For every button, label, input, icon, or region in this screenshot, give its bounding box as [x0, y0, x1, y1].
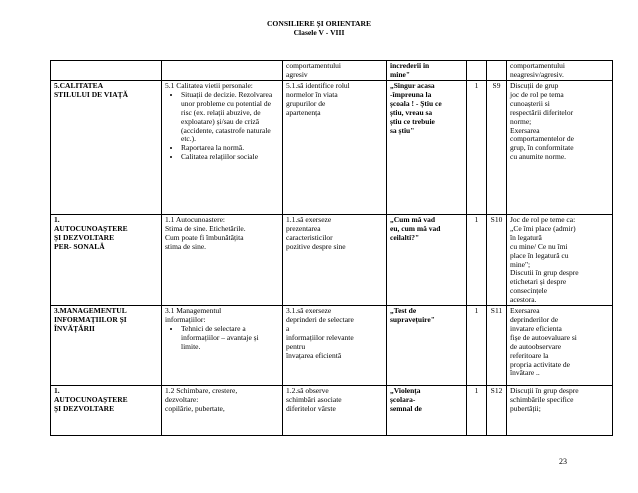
- cell-line: caracteristicilor: [286, 232, 333, 242]
- bullet-list: [165, 325, 279, 352]
- cell-line: fișe de autoevaluare si: [510, 332, 577, 342]
- methods-cell: [507, 386, 613, 436]
- table-row: [51, 306, 613, 386]
- cell-line: respectării diferitelor: [510, 107, 574, 117]
- cell-line: etichetari și despre: [510, 277, 567, 287]
- cell-line: deprinderilor de: [510, 314, 559, 324]
- cell-line: 3.1.să exerseze: [286, 306, 332, 316]
- cell-line: 5.1 Calitatea vietii personale:: [165, 81, 253, 90]
- module-cell: [51, 306, 162, 386]
- table-row: [51, 386, 613, 436]
- cell-line: copilărie, pubertate,: [165, 403, 225, 413]
- cell-line: -împreuna la: [390, 89, 432, 99]
- methods-cell: [507, 61, 613, 81]
- content-cell: [162, 61, 283, 81]
- cell-line: normelor în viata: [286, 89, 338, 99]
- bullet-item: • Calitatea relațiilor sociale: [181, 153, 279, 162]
- hours-cell: 1: [467, 306, 487, 386]
- cell-line: STILULUI DE VIAȚĂ: [54, 89, 129, 99]
- cell-line: pozitive despre sine: [286, 241, 346, 251]
- cell-line: „Singur acasa: [390, 81, 435, 90]
- table-row: [51, 61, 613, 81]
- cell-line: apartenența: [286, 107, 321, 117]
- week-cell: S12: [487, 386, 507, 436]
- module-cell: [51, 215, 162, 306]
- bullet-item: • Situații de decizie. Rezolvarea unor probleme cu potential de risc (ex. relații abuzive, de exploatare) și/sau de criză (accidente, catastrofe naturale etc.).: [181, 91, 279, 144]
- cell-line: învațarea eficientă: [286, 350, 342, 360]
- curriculum-table: [50, 60, 613, 436]
- cell-line: a: [286, 323, 290, 333]
- module-cell: [51, 386, 162, 436]
- cell-line: schimbările specifice: [510, 394, 574, 404]
- week-cell: S10: [487, 215, 507, 306]
- cell-line: grupurilor de: [286, 98, 326, 108]
- hours-cell: 1: [467, 386, 487, 436]
- bullet-item: • Raportarea la normă.: [181, 144, 279, 153]
- cell-line: referitoare la: [510, 350, 549, 360]
- cell-line: „Violența: [390, 386, 421, 396]
- cell-line: agresiv: [286, 69, 308, 79]
- methods-cell: [507, 215, 613, 306]
- cell-line: joc de rol pe tema: [510, 89, 564, 99]
- cell-line: Exersarea: [510, 306, 540, 316]
- week-cell: S9: [487, 81, 507, 215]
- objective-cell: [283, 81, 387, 215]
- cell-line: informațiilor:: [165, 314, 206, 324]
- objective-cell: [283, 215, 387, 306]
- cell-line: pentru: [286, 341, 306, 351]
- page-number: 23: [559, 457, 567, 466]
- cell-line: neagresiv/agresiv.: [510, 69, 564, 79]
- table-row: [51, 215, 613, 306]
- cell-line: consecințele: [510, 286, 548, 296]
- cell-line: propria activitate de: [510, 359, 570, 369]
- cell-line: comportamentului: [510, 61, 565, 70]
- week-cell: [487, 61, 507, 81]
- hours-cell: [467, 61, 487, 81]
- cell-line: comportamentului: [286, 61, 341, 70]
- bullet-item: • Tehnici de selectare a informațiilor – avantaje și limite.: [181, 325, 279, 352]
- cell-line: norme;: [510, 116, 532, 126]
- cell-line: schimbări asociate: [286, 394, 342, 404]
- cell-line: „Test de: [390, 306, 417, 316]
- cell-line: 3.MANAGEMENTUL: [54, 306, 127, 316]
- cell-line: cu mine/ Ce nu îmi: [510, 241, 568, 251]
- cell-line: ȘI DEZVOLTARE: [54, 403, 115, 413]
- cell-line: deprinderi de selectare: [286, 314, 354, 324]
- table-body: [51, 61, 613, 436]
- cell-line: 5.1.să identifice rolul: [286, 81, 350, 90]
- cell-line: semnal de: [390, 403, 422, 413]
- cell-line: „Ce îmi place (admir): [510, 223, 576, 233]
- cell-line: diferitelor vârste: [286, 403, 336, 413]
- cell-line: Discuții în grup despre: [510, 386, 579, 396]
- cell-line: ȘI DEZVOLTARE: [54, 232, 115, 242]
- cell-line: Joc de rol pe teme ca:: [510, 215, 576, 224]
- objective-cell: [283, 386, 387, 436]
- cell-line: 1.2.să observe: [286, 386, 329, 396]
- week-cell: S11: [487, 306, 507, 386]
- objective-cell: [283, 61, 387, 81]
- activity-title-cell: [387, 61, 467, 81]
- cell-line: 5.CALITATEA: [54, 81, 104, 90]
- cell-line: știu ce trebuie: [390, 116, 435, 126]
- cell-line: eu, cum mă vad: [390, 223, 441, 233]
- cell-line: 1.1.să exerseze: [286, 215, 332, 224]
- cell-line: școala ! - Știu ce: [390, 98, 442, 108]
- cell-line: învătare ..: [510, 368, 540, 378]
- cell-line: Cum poate fi îmbunătățita: [165, 232, 244, 242]
- table-row: [51, 81, 613, 215]
- cell-line: 1.1 Autocunoastere:: [165, 215, 225, 224]
- cell-line: mine";: [510, 259, 531, 269]
- cell-line: acestora.: [510, 295, 537, 305]
- content-cell: [162, 81, 283, 215]
- cell-line: „Cum mă vad: [390, 215, 436, 224]
- objective-cell: [283, 306, 387, 386]
- cell-line: prezentarea: [286, 223, 321, 233]
- activity-title-cell: [387, 306, 467, 386]
- cell-line: informațiilor relevante: [286, 332, 354, 342]
- activity-title-cell: [387, 81, 467, 215]
- cell-line: cu anumite norme.: [510, 152, 567, 162]
- cell-line: cunoașterii si: [510, 98, 550, 108]
- cell-line: place în legatură cu: [510, 250, 569, 260]
- cell-line: 3.1 Managementul: [165, 306, 222, 316]
- cell-line: Stima de sine. Etichetările.: [165, 223, 246, 233]
- cell-line: 1.: [54, 215, 60, 224]
- cell-line: dezvoltare:: [165, 394, 199, 404]
- cell-line: PER- SONALĂ: [54, 241, 105, 251]
- cell-line: școlara-: [390, 394, 416, 404]
- cell-line: increderii in: [390, 61, 430, 70]
- cell-line: pubertății;: [510, 403, 541, 413]
- content-cell: [162, 215, 283, 306]
- cell-line: mine": [390, 69, 410, 79]
- activity-title-cell: [387, 215, 467, 306]
- cell-line: ÎNVĂȚĂRII: [54, 323, 95, 333]
- methods-cell: [507, 81, 613, 215]
- cell-line: stima de sine.: [165, 241, 207, 251]
- module-cell: [51, 81, 162, 215]
- bullet-list: [165, 91, 279, 162]
- document-title: CONSILIERE ȘI ORIENTARE: [266, 19, 372, 28]
- cell-line: Discuții de grup: [510, 81, 559, 90]
- activity-title-cell: [387, 386, 467, 436]
- cell-line: supravețuire": [390, 314, 435, 324]
- cell-line: INFORMAȚIILOR ȘI: [54, 314, 127, 324]
- cell-line: invatare eficienta: [510, 323, 562, 333]
- hours-cell: 1: [467, 81, 487, 215]
- cell-line: știu, vreau sa: [390, 107, 433, 117]
- hours-cell: 1: [467, 215, 487, 306]
- document-subtitle: Clasele V - VIII: [293, 28, 345, 37]
- cell-line: ceilalti?": [390, 232, 420, 242]
- cell-line: de autoobservare: [510, 341, 562, 351]
- cell-line: comportamentelor de: [510, 134, 574, 144]
- cell-line: grup, în conformitate: [510, 143, 574, 153]
- cell-line: în legatură: [510, 232, 542, 242]
- cell-line: Discutii în grup despre: [510, 268, 579, 278]
- cell-line: AUTOCUNOAȘTERE: [54, 394, 128, 404]
- module-cell: [51, 61, 162, 81]
- cell-line: Exersarea: [510, 125, 540, 135]
- content-cell: [162, 386, 283, 436]
- cell-line: 1.: [54, 386, 60, 396]
- cell-line: AUTOCUNOAȘTERE: [54, 223, 128, 233]
- methods-cell: [507, 306, 613, 386]
- cell-line: sa știu": [390, 125, 415, 135]
- content-cell: [162, 306, 283, 386]
- cell-line: 1.2 Schimbare, crestere,: [165, 386, 238, 396]
